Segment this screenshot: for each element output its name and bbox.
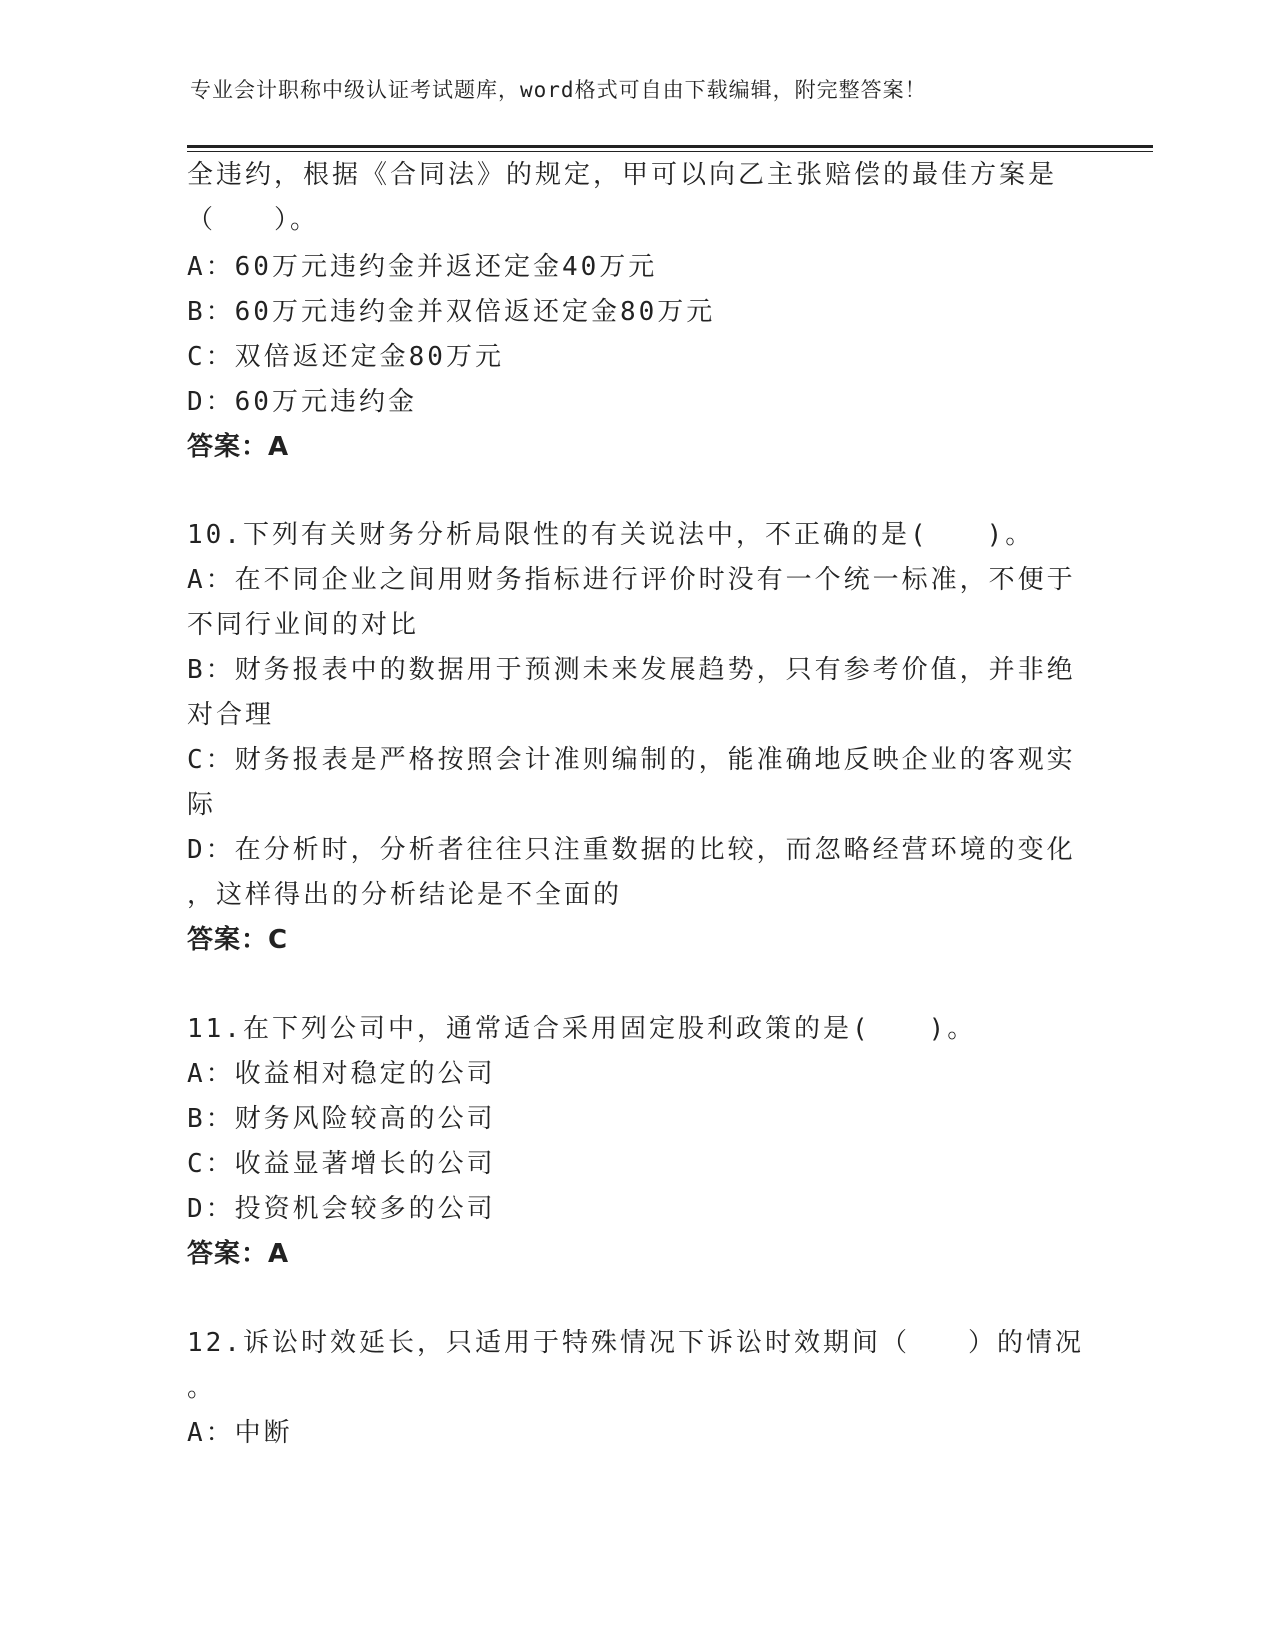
q10-option-d-line1: D：在分析时，分析者往往只注重数据的比较，而忽略经营环境的变化 [187, 835, 1076, 865]
q11-stem: 11.在下列公司中，通常适合采用固定股利政策的是( )。 [187, 1014, 977, 1044]
q9-option-c: C：双倍返还定金80万元 [187, 342, 504, 372]
q11-answer: 答案：A [187, 1239, 290, 1269]
q10-stem: 10.下列有关财务分析局限性的有关说法中，不正确的是( )。 [187, 520, 1035, 550]
q11-option-d: D：投资机会较多的公司 [187, 1194, 496, 1224]
q12-option-a: A：中断 [187, 1418, 293, 1448]
q9-stem-line2: （ ）。 [187, 205, 320, 235]
page-header: 专业会计职称中级认证考试题库，word格式可自由下载编辑，附完整答案！ [190, 78, 927, 102]
q9-stem-line1: 全违约，根据《合同法》的规定，甲可以向乙主张赔偿的最佳方案是 [187, 160, 1058, 190]
q9-option-b: B：60万元违约金并双倍返还定金80万元 [187, 297, 716, 327]
q10-option-b-line1: B：财务报表中的数据用于预测未来发展趋势，只有参考价值，并非绝 [187, 655, 1076, 685]
q10-answer: 答案：C [187, 925, 289, 955]
q11-option-b: B：财务风险较高的公司 [187, 1104, 496, 1134]
q10-option-d-line2: ，这样得出的分析结论是不全面的 [187, 880, 623, 910]
header-rule-thick [187, 145, 1153, 148]
q11-option-c: C：收益显著增长的公司 [187, 1149, 496, 1179]
q9-option-d: D：60万元违约金 [187, 387, 417, 417]
q10-option-c-line1: C：财务报表是严格按照会计准则编制的，能准确地反映企业的客观实 [187, 745, 1076, 775]
q12-stem-line2: 。 [187, 1373, 217, 1403]
header-rule-thin [187, 151, 1153, 152]
q10-option-a-line2: 不同行业间的对比 [187, 610, 420, 640]
q9-option-a: A：60万元违约金并返还定金40万元 [187, 252, 658, 282]
q10-option-a-line1: A：在不同企业之间用财务指标进行评价时没有一个统一标准，不便于 [187, 565, 1076, 595]
q10-option-b-line2: 对合理 [187, 700, 275, 730]
q10-option-c-line2: 际 [187, 790, 217, 820]
q9-answer: 答案：A [187, 432, 290, 462]
q11-option-a: A：收益相对稳定的公司 [187, 1059, 496, 1089]
q12-stem-line1: 12.诉讼时效延长，只适用于特殊情况下诉讼时效期间（ ）的情况 [187, 1328, 1084, 1358]
